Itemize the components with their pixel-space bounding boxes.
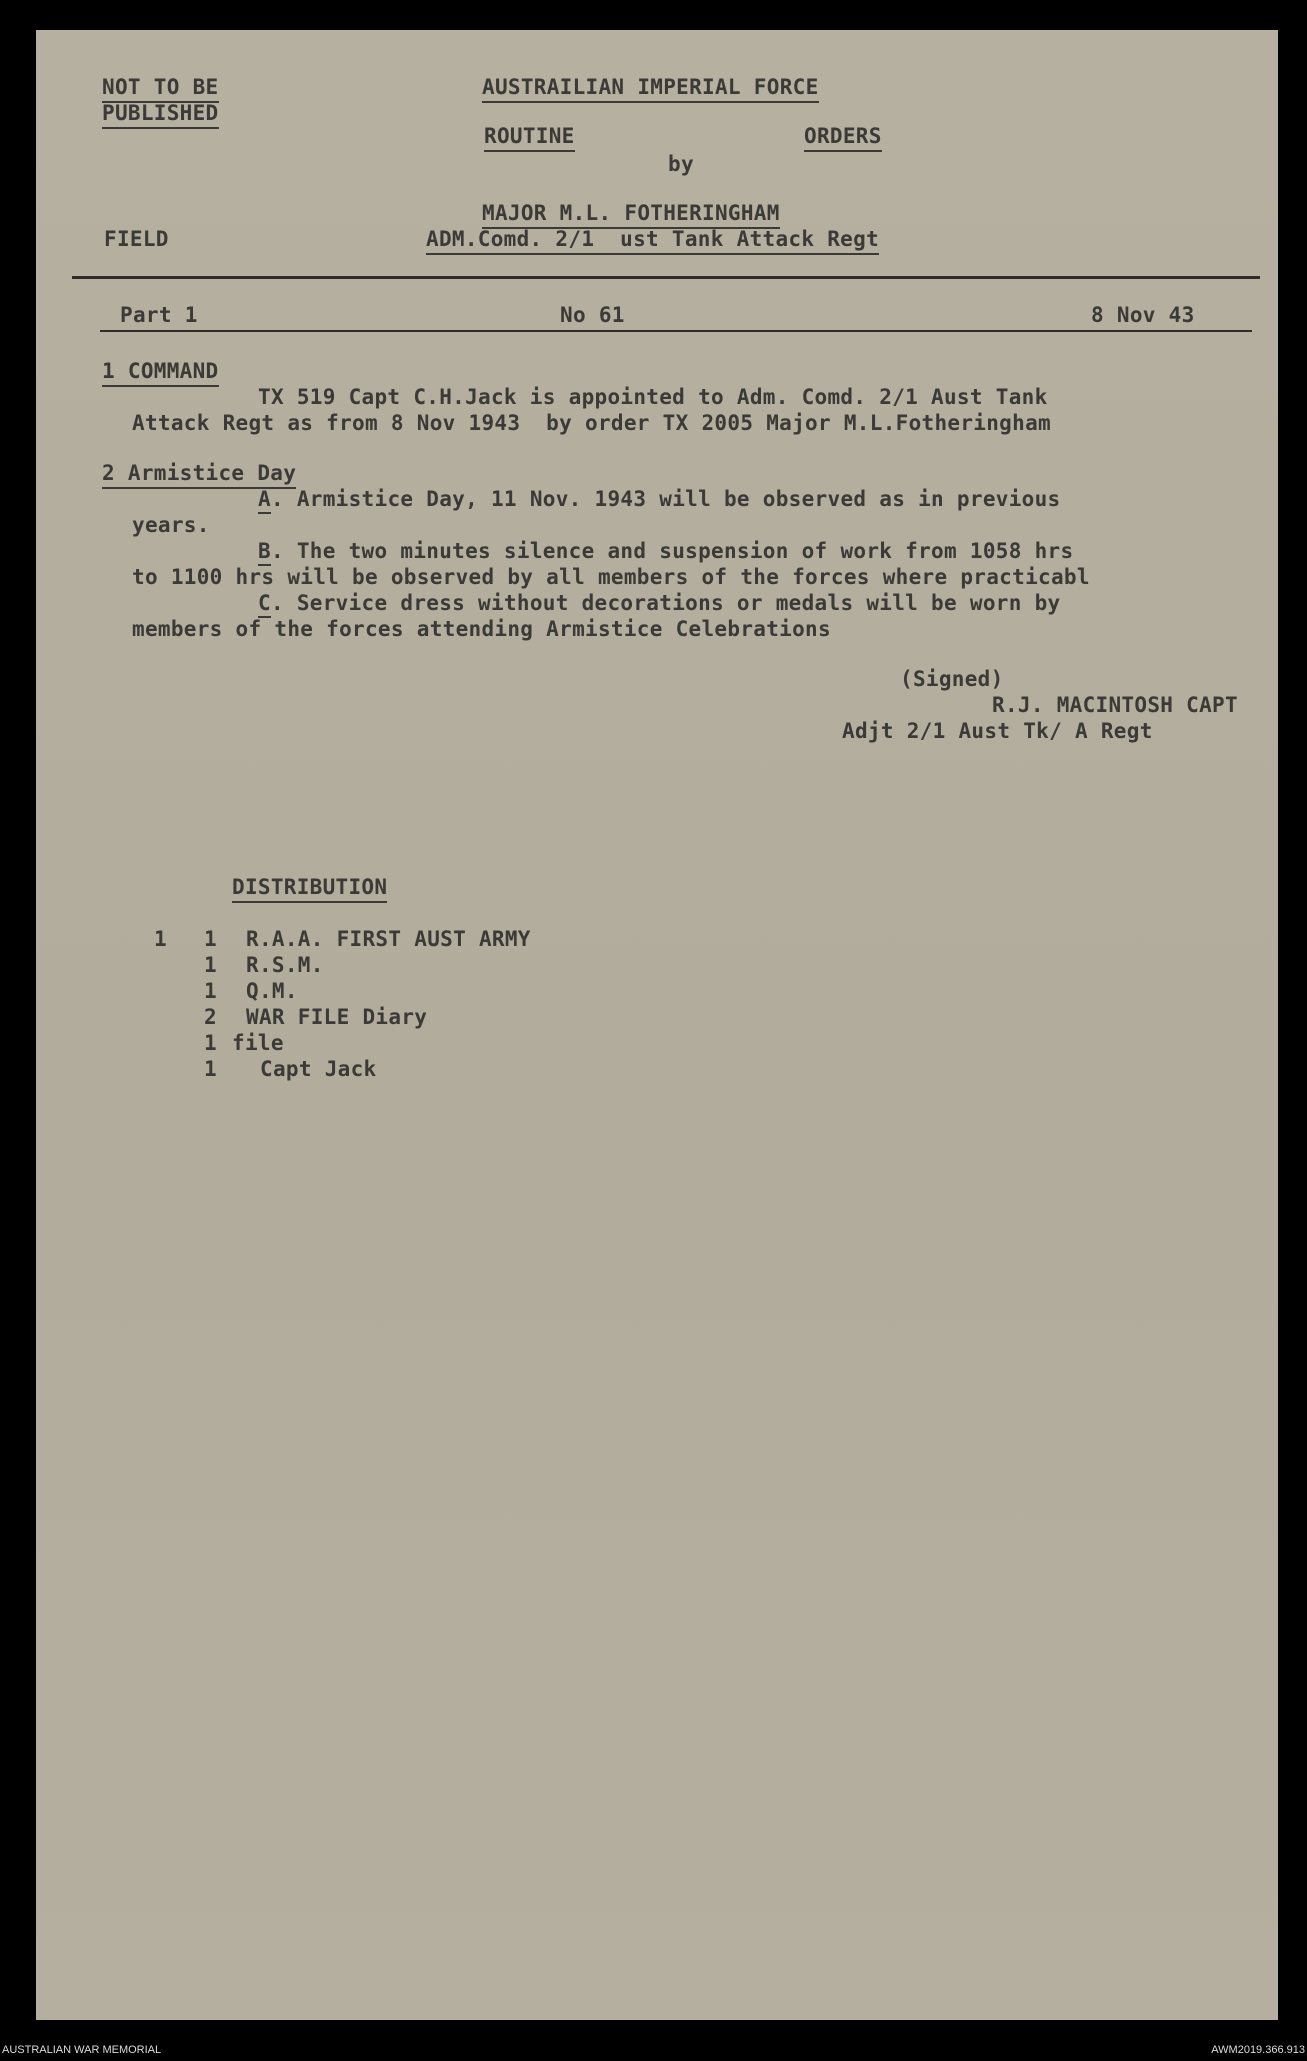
document-page: [36, 30, 1278, 2020]
distribution-count: 1: [204, 979, 217, 1003]
part-label: Part 1: [120, 303, 198, 327]
section2-c-line2: members of the forces attending Armistice Celebrations: [132, 617, 831, 641]
distribution-recipient: R.A.A. FIRST AUST ARMY: [246, 927, 531, 951]
section2-a-line1: A. Armistice Day, 11 Nov. 1943 will be observed as in previous: [258, 486, 1060, 512]
footer-accession: AWM2019.366.913: [1211, 2044, 1305, 2056]
section1-line1: TX 519 Capt C.H.Jack is appointed to Adm. Comd. 2/1 Aust Tank: [258, 385, 1048, 409]
distribution-recipient: WAR FILE Diary: [246, 1005, 428, 1029]
command-line: ADM.Comd. 2/1 ust Tank Attack Regt: [426, 226, 879, 255]
section2-b-line2: to 1100 hrs will be observed by all members of the forces where practicabl: [132, 565, 1090, 589]
distribution-count: 1: [204, 953, 217, 977]
distribution-recipient: R.S.M.: [246, 953, 324, 977]
distribution-count: 2: [204, 1005, 217, 1029]
orders-label: ORDERS: [804, 123, 882, 152]
not-published-line2: PUBLISHED: [102, 100, 219, 129]
officer-name: MAJOR M.L. FOTHERINGHAM: [482, 200, 780, 229]
order-number: No 61: [560, 303, 625, 327]
distribution-heading: DISTRIBUTION: [232, 874, 387, 903]
by-label: by: [668, 152, 694, 176]
distribution-recipient: Q.M.: [246, 979, 298, 1003]
field-label: FIELD: [104, 227, 169, 251]
signed-label: (Signed): [900, 667, 1004, 691]
distribution-recipient: file: [232, 1031, 284, 1055]
routine-label: ROUTINE: [484, 123, 575, 152]
section2-b-line1: B. The two minutes silence and suspension of work from 1058 hrs: [258, 538, 1073, 564]
section2-heading: 2 Armistice Day: [102, 460, 296, 489]
document-title: AUSTRAILIAN IMPERIAL FORCE: [482, 74, 819, 103]
section2-c-line1: C. Service dress without decorations or medals will be worn by: [258, 590, 1060, 616]
section1-heading: 1 COMMAND: [102, 358, 219, 387]
distribution-marker: 1: [154, 927, 167, 951]
section1-line2: Attack Regt as from 8 Nov 1943 by order TX 2005 Major M.L.Fotheringham: [132, 411, 1051, 435]
header-rule: [72, 276, 1260, 279]
signatory-name: R.J. MACINTOSH CAPT: [992, 693, 1238, 717]
order-date: 8 Nov 43: [1091, 303, 1195, 327]
part-rule: [100, 330, 1252, 332]
distribution-count: 1: [204, 1031, 217, 1055]
signatory-title: Adjt 2/1 Aust Tk/ A Regt: [842, 719, 1153, 743]
not-published-line1: NOT TO BE: [102, 74, 219, 103]
section2-a-line2: years.: [132, 513, 210, 537]
footer-credit: AUSTRALIAN WAR MEMORIAL: [2, 2044, 162, 2056]
distribution-count: 1: [204, 1057, 217, 1081]
distribution-recipient: Capt Jack: [260, 1057, 377, 1081]
distribution-count: 1: [204, 927, 217, 951]
